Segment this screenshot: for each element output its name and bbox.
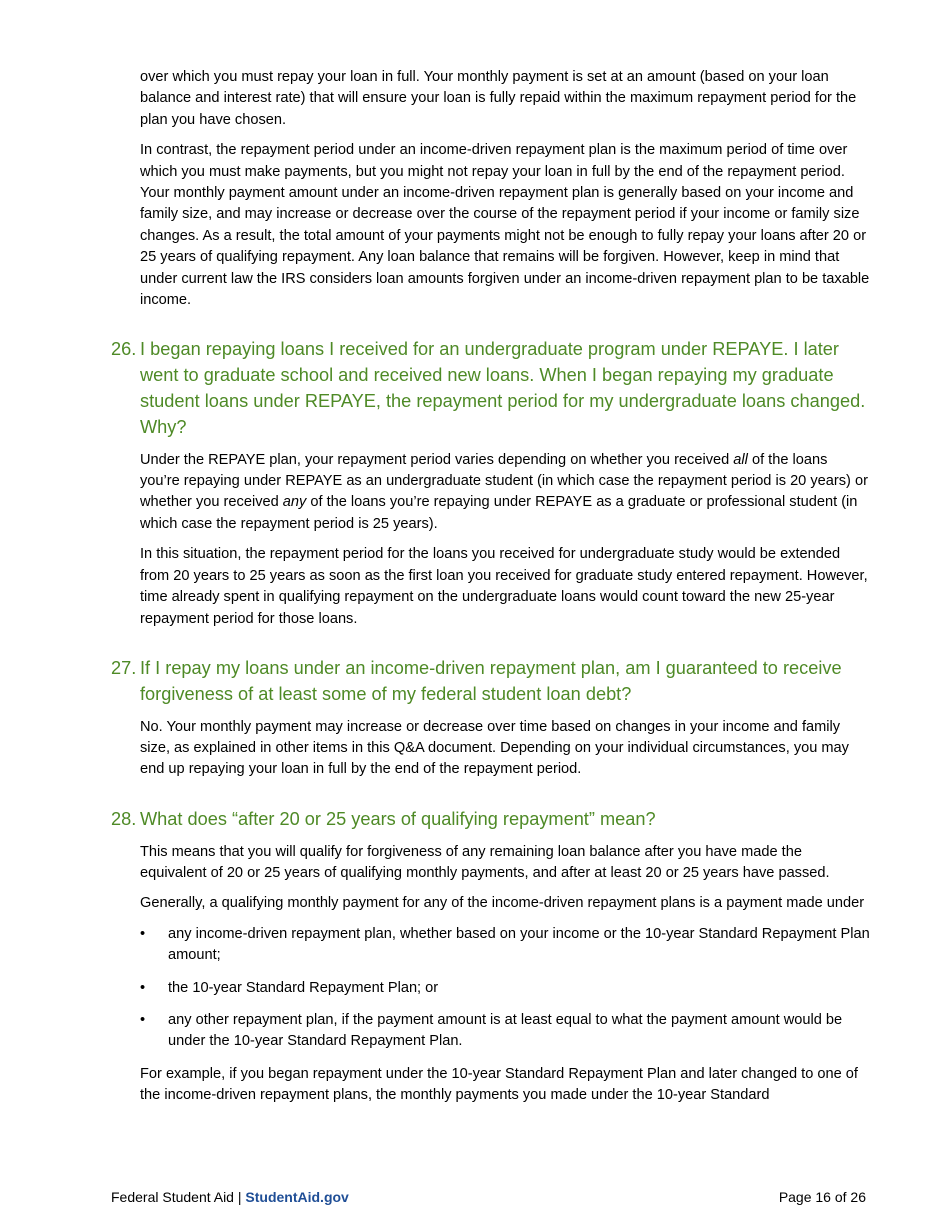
- bullet-icon: •: [140, 1011, 146, 1028]
- studentaid-link[interactable]: StudentAid.gov: [245, 1189, 349, 1205]
- answer-26-paragraph-1: [140, 450, 871, 536]
- list-item: [111, 978, 871, 999]
- emphasis-all: all: [733, 451, 748, 468]
- answer-28-paragraph-2: Generally, a qualifying monthly payment for any of the income-driven repayment plans is a payment made under: [140, 895, 865, 912]
- list-item-text: any other repayment plan, if the payment amount is at least equal to what the payment amount would be under the 10-year Standard Repayment Plan.: [168, 1011, 843, 1050]
- answer-28-paragraph-3: For example, if you began repayment under the 10-year Standard Repayment Plan and later changed to one of the income-driven repayment plans, the monthly payments you made under the 10-year Standard: [140, 1065, 858, 1104]
- footer-org: Federal Student Aid: [111, 1189, 234, 1205]
- document-body: [111, 67, 871, 1116]
- question-text: I began repaying loans I received for an undergraduate program under REPAYE. I later went to graduate school and received new loans. When I began repaying my graduate student loans under REPAYE, the repayment period for my undergraduate loans changed. Why?: [140, 339, 866, 437]
- qualifying-payment-list: [111, 924, 871, 1053]
- question-text: If I repay my loans under an income-driven repayment plan, am I guaranteed to receive forgiveness of at least some of my federal student loan debt?: [140, 657, 842, 704]
- emphasis-any: any: [282, 494, 307, 511]
- intro-paragraph-2: In contrast, the repayment period under an income-driven repayment plan is the maximum period of time over which you must make payments, but you might not repay your loan in full by the end of the repayment period. Your monthly payment amount under an income-driven repayment plan is generally based on your income and family size, and may increase or decrease over the course of the repayment period if your income or family size changes. As a result, the total amount of your payments might not be enough to fully repay your loans after 20 or 25 years of qualifying repayment. Any loan balance that remains will be forgiven. However, keep in mind that under current law the IRS considers loan amounts forgiven under an income-driven repayment plan to be taxable income.: [140, 142, 870, 309]
- bullet-icon: •: [140, 925, 146, 942]
- footer-separator: |: [233, 1189, 246, 1205]
- question-number: 26.: [111, 339, 137, 360]
- question-27-heading: [111, 656, 871, 708]
- list-item: [111, 1010, 871, 1053]
- question-28-heading: [111, 807, 871, 833]
- question-26-heading: [111, 337, 871, 440]
- question-number: 27.: [111, 657, 137, 678]
- intro-paragraph-1: over which you must repay your loan in full. Your monthly payment is set at an amount (based on your loan balance and interest rate) that will ensure your loan is fully repaid within the maximum repayment period for the plan you have chosen.: [140, 69, 857, 128]
- answer-text: Under the REPAYE plan, your repayment period varies depending on whether you received: [140, 451, 734, 468]
- list-item-text: any income-driven repayment plan, whether based on your income or the 10-year Standard Repayment Plan amount;: [168, 925, 870, 964]
- bullet-icon: •: [140, 979, 146, 996]
- question-text: What does “after 20 or 25 years of qualifying repayment” mean?: [140, 808, 656, 829]
- answer-28-paragraph-1: This means that you will qualify for forgiveness of any remaining loan balance after you have made the equivalent of 20 or 25 years of qualifying monthly payments, and after at least 20 or 25 years have passed.: [140, 843, 830, 881]
- question-number: 28.: [111, 808, 137, 829]
- list-item-text: the 10-year Standard Repayment Plan; or: [168, 979, 439, 996]
- page-number: Page 16 of 26: [778, 1189, 866, 1205]
- footer-branding: [111, 1188, 349, 1206]
- answer-26-paragraph-2: In this situation, the repayment period for the loans you received for undergraduate study would be extended from 20 years to 25 years as soon as the first loan you received for graduate study entered repayment. However, time already spent in qualifying repayment on the undergraduate loans would count toward the new 25-year repayment period for those loans.: [140, 546, 868, 627]
- answer-text: of the loans you’re repaying under REPAYE as a graduate or professional student (in which case the repayment period is 25 years).: [140, 494, 858, 532]
- answer-27-paragraph-1: No. Your monthly payment may increase or decrease over time based on changes in your income and family size, as explained in other items in this Q&A document. Depending on your individual circumstances, you may end up repaying your loan in full by the end of the repayment period.: [140, 718, 849, 778]
- answer-text: of the loans you’re repaying under REPAYE as an undergraduate student (in which case the repayment period is 20 years) or whether you received: [140, 451, 868, 511]
- list-item: [111, 924, 871, 967]
